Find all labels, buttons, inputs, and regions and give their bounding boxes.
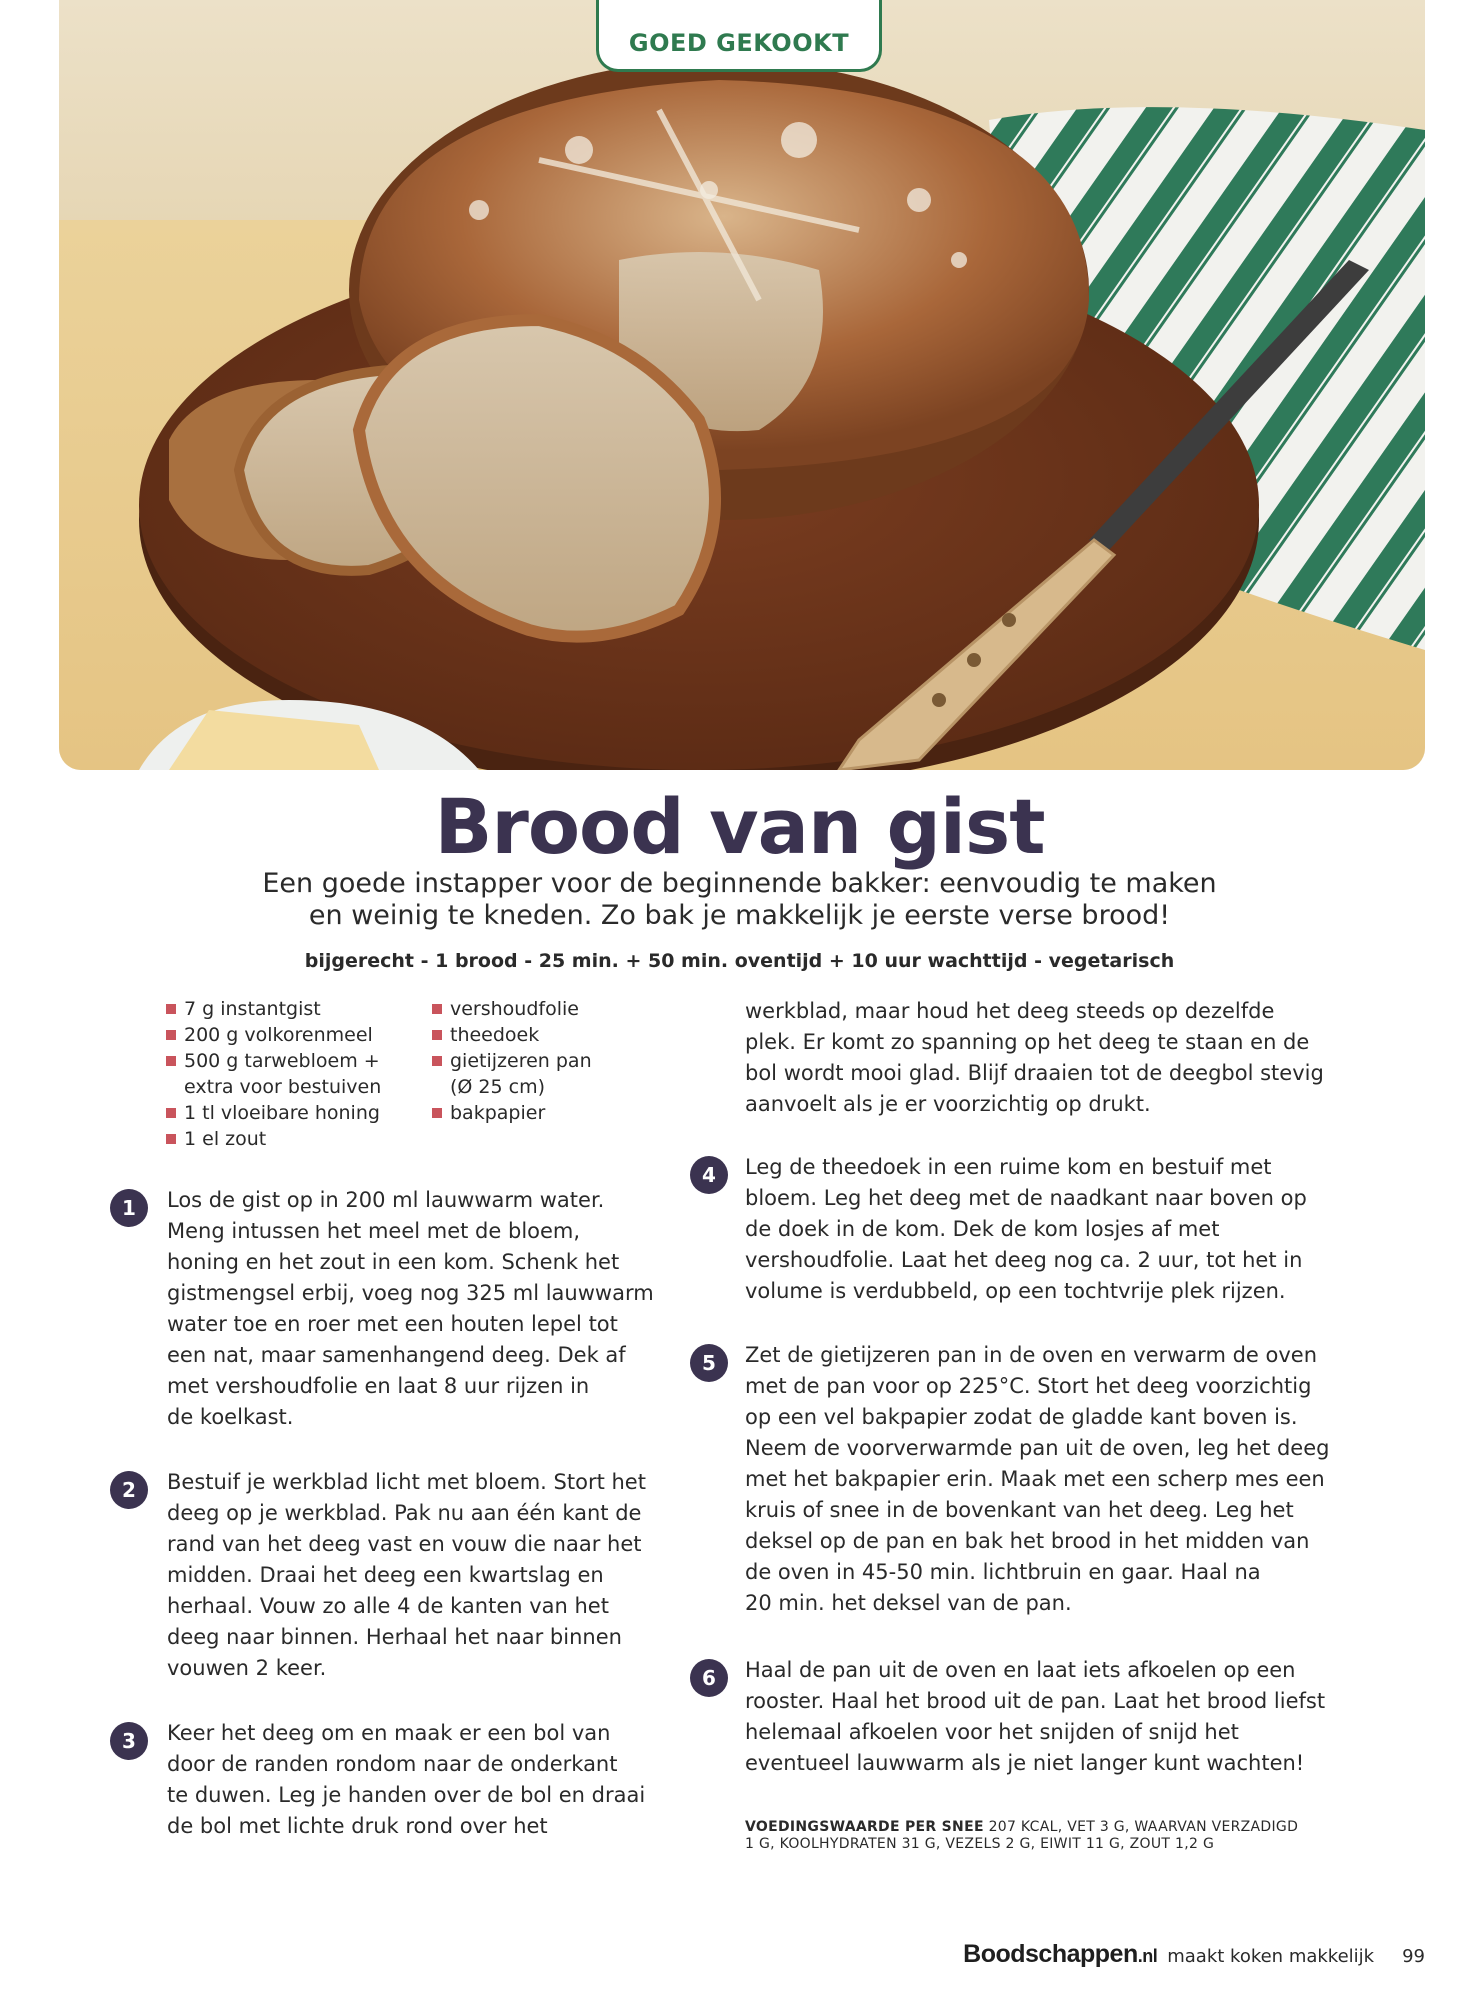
ingredient-item: 1 tl vloeibare honing [166, 1100, 381, 1126]
step-text-line: bol wordt mooi glad. Blijf draaien tot de deegbol stevig [745, 1061, 1324, 1085]
step-number-badge: 5 [690, 1344, 728, 1382]
step-text-line: werkblad, maar houd het deeg steeds op dezelfde [745, 999, 1275, 1023]
ingredient-item: bakpapier [432, 1100, 592, 1126]
ingredient-item: gietijzeren pan [432, 1048, 592, 1074]
step-text-line: aanvoelt als je er voorzichtig op drukt. [745, 1092, 1151, 1116]
step-number-badge: 6 [690, 1659, 728, 1697]
hero-photo [59, 0, 1425, 770]
step-2-text [167, 1467, 687, 1684]
step-text-line: honing en het zout in een kom. Schenk het [167, 1250, 620, 1274]
step-text-line: de oven in 45-50 min. lichtbruin en gaar. Haal na [745, 1560, 1261, 1584]
step-text-line: plek. Er komt zo spanning op het deeg te staan en de [745, 1030, 1310, 1054]
ingredient-item: 7 g instantgist [166, 996, 381, 1022]
subtitle-line: Een goede instapper voor de beginnende bakker: eenvoudig te maken [262, 868, 1217, 899]
subtitle-line: en weinig te kneden. Zo bak je makkelijk je eerste verse brood! [308, 900, 1171, 931]
step-text-line: 20 min. het deksel van de pan. [745, 1591, 1072, 1615]
step-text-line: deksel op de pan en bak het brood in het midden van [745, 1529, 1310, 1553]
step-6-text [745, 1655, 1385, 1779]
brand-logo [963, 1940, 1157, 1969]
brand-suffix: .nl [1137, 1946, 1158, 1966]
step-text-line: met vershoudfolie en laat 8 uur rijzen in [167, 1374, 590, 1398]
step-text-line: water toe en roer met een houten lepel tot [167, 1312, 618, 1336]
section-tag-label: GOED GEKOOKT [628, 29, 850, 57]
nutrition-info [745, 1819, 1345, 1853]
step-text-line: Haal de pan uit de oven en laat iets afkoelen op een [745, 1658, 1296, 1682]
step-text-line: met het bakpapier erin. Maak met een scherp mes een [745, 1467, 1325, 1491]
step-text-line: bloem. Leg het deeg met de naadkant naar boven op [745, 1186, 1307, 1210]
step-5-text [745, 1340, 1385, 1619]
step-text-line: vershoudfolie. Laat het deeg nog ca. 2 uur, tot het in [745, 1248, 1303, 1272]
step-text-line: rand van het deeg vast en vouw die naar het [167, 1532, 642, 1556]
recipe-title: Brood van gist [434, 782, 1045, 871]
nutrition-values: 207 KCAL, VET 3 G, WAARVAN VERZADIGD [983, 1819, 1299, 1835]
step-text-line: Leg de theedoek in een ruime kom en bestuif met [745, 1155, 1272, 1179]
step-text-line: deeg naar binnen. Herhaal het naar binnen [167, 1625, 622, 1649]
step-text-line: Neem de voorverwarmde pan uit de oven, leg het deeg [745, 1436, 1330, 1460]
step-text-line: Meng intussen het meel met de bloem, [167, 1219, 581, 1243]
step-number-badge: 1 [110, 1189, 148, 1227]
brand-slogan: maakt koken makkelijk [1167, 1946, 1375, 1967]
step-text-line: de doek in de kom. Dek de kom losjes af met [745, 1217, 1220, 1241]
step-text-line: te duwen. Leg je handen over de bol en draai [167, 1783, 646, 1807]
step-text-line: Los de gist op in 200 ml lauwwarm water. [167, 1188, 605, 1212]
step-text-line: Bestuif je werkblad licht met bloem. Stort het [167, 1470, 646, 1494]
step-number-badge: 4 [690, 1156, 728, 1194]
ingredient-item: vershoudfolie [432, 996, 592, 1022]
step-4-text [745, 1152, 1385, 1307]
section-tag [596, 0, 882, 72]
nutrition-label: VOEDINGSWAARDE PER SNEE [745, 1819, 984, 1835]
step-text-line: helemaal afkoelen voor het snijden of snijd het [745, 1720, 1239, 1744]
step-text-line: gistmengsel erbij, voeg nog 325 ml lauwwarm [167, 1281, 654, 1305]
step-1-text [167, 1185, 687, 1433]
step-text-line: kruis of snee in de bovenkant van het deeg. Leg het [745, 1498, 1294, 1522]
ingredients-list-1 [166, 996, 381, 1152]
bread-illustration [59, 0, 1425, 770]
step-text-line: midden. Draai het deeg een kwartslag en [167, 1563, 604, 1587]
ingredients-list-2 [432, 996, 592, 1126]
step-text-line: eventueel lauwwarm als je niet langer kunt wachten! [745, 1751, 1305, 1775]
step-text-line: vouwen 2 keer. [167, 1656, 327, 1680]
step-3-continued-text [745, 996, 1385, 1120]
ingredient-item-continued: (Ø 25 cm) [450, 1076, 545, 1098]
step-number-badge: 3 [110, 1722, 148, 1760]
ingredient-item: theedoek [432, 1022, 592, 1048]
recipe-subtitle [230, 868, 1249, 932]
step-text-line: herhaal. Vouw zo alle 4 de kanten van het [167, 1594, 609, 1618]
page-number: 99 [1402, 1946, 1425, 1967]
step-3-text [167, 1718, 687, 1842]
recipe-meta: bijgerecht - 1 brood - 25 min. + 50 min. oventijd + 10 uur wachttijd - vegetarisch [304, 950, 1175, 972]
step-text-line: volume is verdubbeld, op een tochtvrije plek rijzen. [745, 1279, 1286, 1303]
ingredient-item-continued: extra voor bestuiven [184, 1076, 382, 1098]
step-text-line: rooster. Haal het brood uit de pan. Laat het brood liefst [745, 1689, 1326, 1713]
nutrition-line [745, 1819, 1345, 1836]
footer [963, 1940, 1425, 1969]
step-text-line: Keer het deeg om en maak er een bol van [167, 1721, 611, 1745]
step-text-line: op een vel bakpapier zodat de gladde kant boven is. [745, 1405, 1298, 1429]
step-text-line: de bol met lichte druk rond over het [167, 1814, 548, 1838]
step-text-line: deeg op je werkblad. Pak nu aan één kant de [167, 1501, 642, 1525]
brand-name: Boodschappen [963, 1940, 1138, 1968]
ingredient-item: 1 el zout [166, 1126, 381, 1152]
ingredient-item: 500 g tarwebloem + [166, 1048, 381, 1074]
step-text-line: een nat, maar samenhangend deeg. Dek af [167, 1343, 626, 1367]
nutrition-line: 1 G, KOOLHYDRATEN 31 G, VEZELS 2 G, EIWIT 11 G, ZOUT 1,2 G [745, 1836, 1215, 1852]
step-text-line: door de randen rondom naar de onderkant [167, 1752, 618, 1776]
step-text-line: de koelkast. [167, 1405, 294, 1429]
step-text-line: Zet de gietijzeren pan in de oven en verwarm de oven [745, 1343, 1318, 1367]
step-text-line: met de pan voor op 225°C. Stort het deeg voorzichtig [745, 1374, 1312, 1398]
step-number-badge: 2 [110, 1471, 148, 1509]
ingredient-item: 200 g volkorenmeel [166, 1022, 381, 1048]
